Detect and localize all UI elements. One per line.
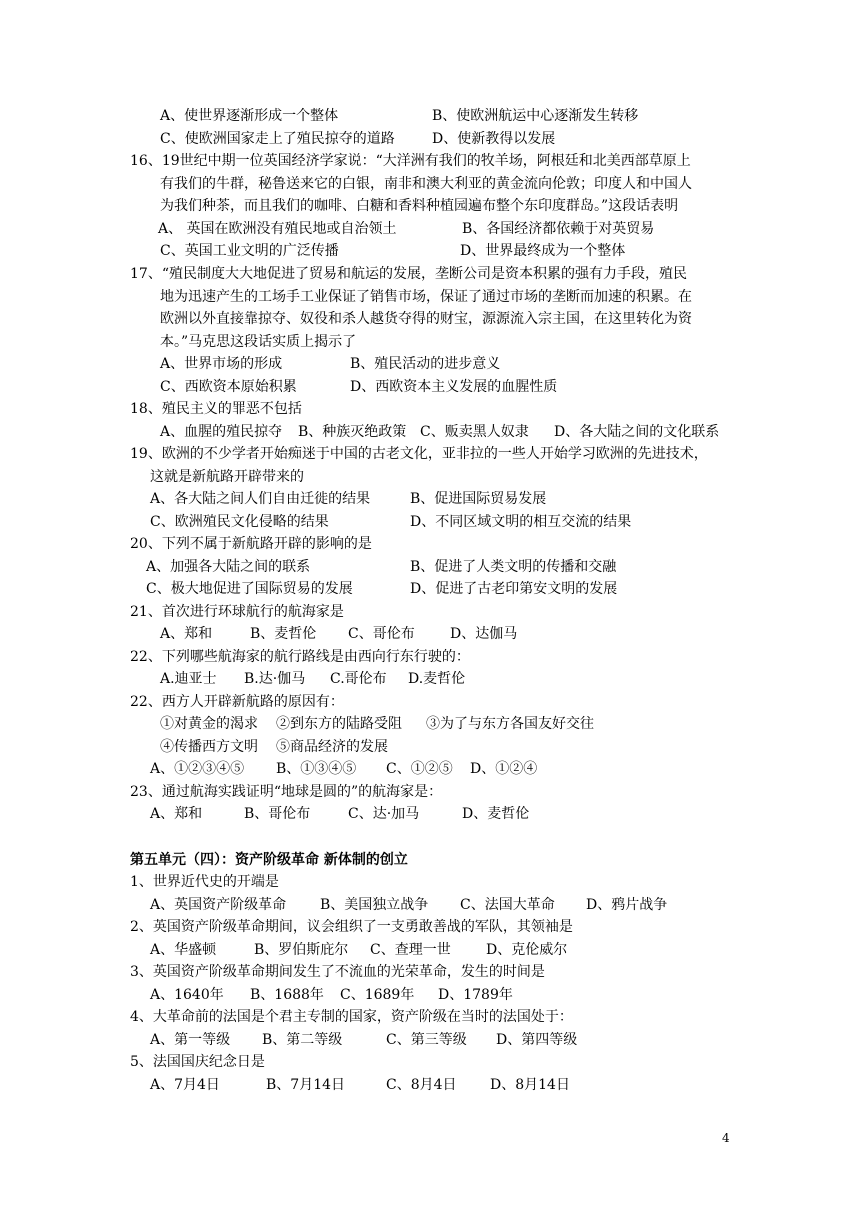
q16-stem-line-3: 为我们种茶，而且我们的咖啡、白糖和香料种植园遍布整个东印度群岛。”这段话表明 [160,198,679,214]
q15-option-a: A、使世界逐渐形成一个整体 [160,108,339,124]
q17-option-a: A、世界市场的形成 [160,356,283,372]
q19-stem-line-2: 这就是新航路开辟带来的 [150,469,304,485]
unit-q2-option-c: C、查理一世 [370,942,451,958]
q21-stem: 21、首次进行环球航行的航海家是 [130,604,344,620]
q16-option-d: D、世界最终成为一个整体 [460,243,626,259]
unit-q5-option-b: B、7月14日 [266,1077,346,1093]
q17-stem-line-3: 欧洲以外直接靠掠夺、奴役和杀人越货夺得的财宝，源源流入宗主国，在这里转化为资 [160,311,692,327]
unit-q4-option-b: B、第二等级 [262,1032,343,1048]
q22b-choice-1: ①对黄金的渴求 [160,716,258,732]
q21-option-a: A、郑和 [160,626,213,642]
q16-option-a: A、 英国在欧洲没有殖民地或自治领土 [158,221,397,237]
unit-q3-option-d: D、1789年 [438,987,513,1003]
unit-q4-option-d: D、第四等级 [496,1032,578,1048]
q22b-option-c: C、①②⑤ [386,761,453,777]
unit-q3-option-c: C、1689年 [340,987,415,1003]
page-number: 4 [722,1131,730,1145]
unit-q4-stem: 4、大革命前的法国是个君主专制的国家，资产阶级在当时的法国处于： [130,1009,573,1025]
q19-option-d: D、不同区域文明的相互交流的结果 [410,514,632,530]
q22b-choice-5: ⑤商品经济的发展 [276,739,388,755]
unit-q3-option-b: B、1688年 [250,987,324,1003]
unit-q2-option-b: B、罗伯斯庇尔 [254,942,349,958]
q16-stem-line-1: 16、19世纪中期一位英国经济学家说：“大洋洲有我们的牧羊场，阿根廷和北美西部草原上 [130,153,691,169]
q20-option-b: B、促进了人类文明的传播和交融 [410,559,617,575]
q18-option-d: D、各大陆之间的文化联系 [554,424,720,440]
q17-option-c: C、西欧资本原始积累 [160,379,297,395]
q18-option-c: C、贩卖黑人奴隶 [420,424,529,440]
q22b-option-d: D、①②④ [470,761,538,777]
q22b-option-a: A、①②③④⑤ [150,761,245,777]
q22b-stem: 22、西方人开辟新航路的原因有： [130,694,344,710]
q22b-choice-2: ②到东方的陆路受阻 [276,716,402,732]
unit-q1-option-b: B、美国独立战争 [320,897,429,913]
q15-option-c: C、使欧洲国家走上了殖民掠夺的道路 [160,131,395,147]
q17-stem-line-4: 本。”马克思这段话实质上揭示了 [160,334,357,350]
unit-q5-stem: 5、法国国庆纪念日是 [130,1054,265,1070]
unit-q2-option-d: D、克伦威尔 [486,942,568,958]
q20-option-c: C、极大地促进了国际贸易的发展 [146,581,353,597]
q22b-option-b: B、①③④⑤ [276,761,357,777]
q19-stem-line-1: 19、欧洲的不少学者开始痴迷于中国的古老文化，亚非拉的一些人开始学习欧洲的先进技术， [130,446,708,462]
q20-option-d: D、促进了古老印第安文明的发展 [410,581,618,597]
q23-option-a: A、郑和 [150,806,203,822]
unit-q1-stem: 1、世界近代史的开端是 [130,874,279,890]
q16-option-b: B、各国经济都依赖于对英贸易 [462,221,655,237]
unit-q4-option-a: A、第一等级 [150,1032,231,1048]
unit-q1-option-d: D、鸦片战争 [586,897,668,913]
q21-option-d: D、达伽马 [450,626,518,642]
unit-q5-option-a: A、7月4日 [150,1077,220,1093]
q22a-option-b: B.达·伽马 [244,671,306,687]
q20-stem: 20、下列不属于新航路开辟的影响的是 [130,536,372,552]
q15-option-b: B、使欧洲航运中心逐渐发生转移 [432,108,639,124]
unit-q5-option-c: C、8月4日 [386,1077,457,1093]
unit-q3-stem: 3、英国资产阶级革命期间发生了不流血的光荣革命，发生的时间是 [130,964,545,980]
q23-stem: 23、通过航海实践证明“地球是圆的”的航海家是： [130,784,443,800]
q19-option-a: A、各大陆之间人们自由迁徙的结果 [150,491,371,507]
q17-stem-line-2: 地为迅速产生的工场手工业保证了销售市场，保证了通过市场的垄断而加速的积累。在 [160,289,692,305]
q19-option-c: C、欧洲殖民文化侵略的结果 [150,514,329,530]
unit-q2-stem: 2、英国资产阶级革命期间，议会组织了一支勇敢善战的军队，其领袖是 [130,919,573,935]
q21-option-c: C、哥伦布 [348,626,415,642]
unit-q2-option-a: A、华盛顿 [150,942,217,958]
q16-option-c: C、英国工业文明的广泛传播 [160,243,339,259]
unit-q1-option-a: A、英国资产阶级革命 [150,897,287,913]
q23-option-d: D、麦哲伦 [462,806,530,822]
unit-q5-option-d: D、8月14日 [490,1077,570,1093]
q19-option-b: B、促进国际贸易发展 [410,491,547,507]
q18-stem: 18、殖民主义的罪恶不包括 [130,401,302,417]
q17-option-d: D、西欧资本主义发展的血腥性质 [350,379,558,395]
q23-option-b: B、哥伦布 [244,806,311,822]
q21-option-b: B、麦哲伦 [250,626,317,642]
q18-option-b: B、种族灭绝政策 [298,424,407,440]
q22a-stem: 22、下列哪些航海家的航行路线是由西向行东行驶的： [130,649,470,665]
unit-q4-option-c: C、第三等级 [386,1032,467,1048]
q22b-choice-4: ④传播西方文明 [160,739,258,755]
q22a-option-a: A.迪亚士 [160,671,217,687]
q20-option-a: A、加强各大陆之间的联系 [146,559,311,575]
q22b-choice-3: ③为了与东方各国友好交往 [426,716,594,732]
unit-heading: 第五单元（四）：资产阶级革命 新体制的创立 [130,852,408,868]
q17-stem-line-1: 17、“殖民制度大大地促进了贸易和航运的发展，垄断公司是资本积累的强有力手段，殖民 [130,266,687,282]
q16-stem-line-2: 有我们的牛群，秘鲁送来它的白银，南非和澳大利亚的黄金流向伦敦；印度人和中国人 [160,176,692,192]
q23-option-c: C、达·加马 [348,806,420,822]
q18-option-a: A、血腥的殖民掠夺 [160,424,283,440]
unit-q1-option-c: C、法国大革命 [460,897,555,913]
q22a-option-c: C.哥伦布 [330,671,387,687]
q22a-option-d: D.麦哲伦 [408,671,466,687]
q15-option-d: D、使新教得以发展 [432,131,556,147]
q17-option-b: B、殖民活动的进步意义 [350,356,501,372]
unit-q3-option-a: A、1640年 [150,987,224,1003]
